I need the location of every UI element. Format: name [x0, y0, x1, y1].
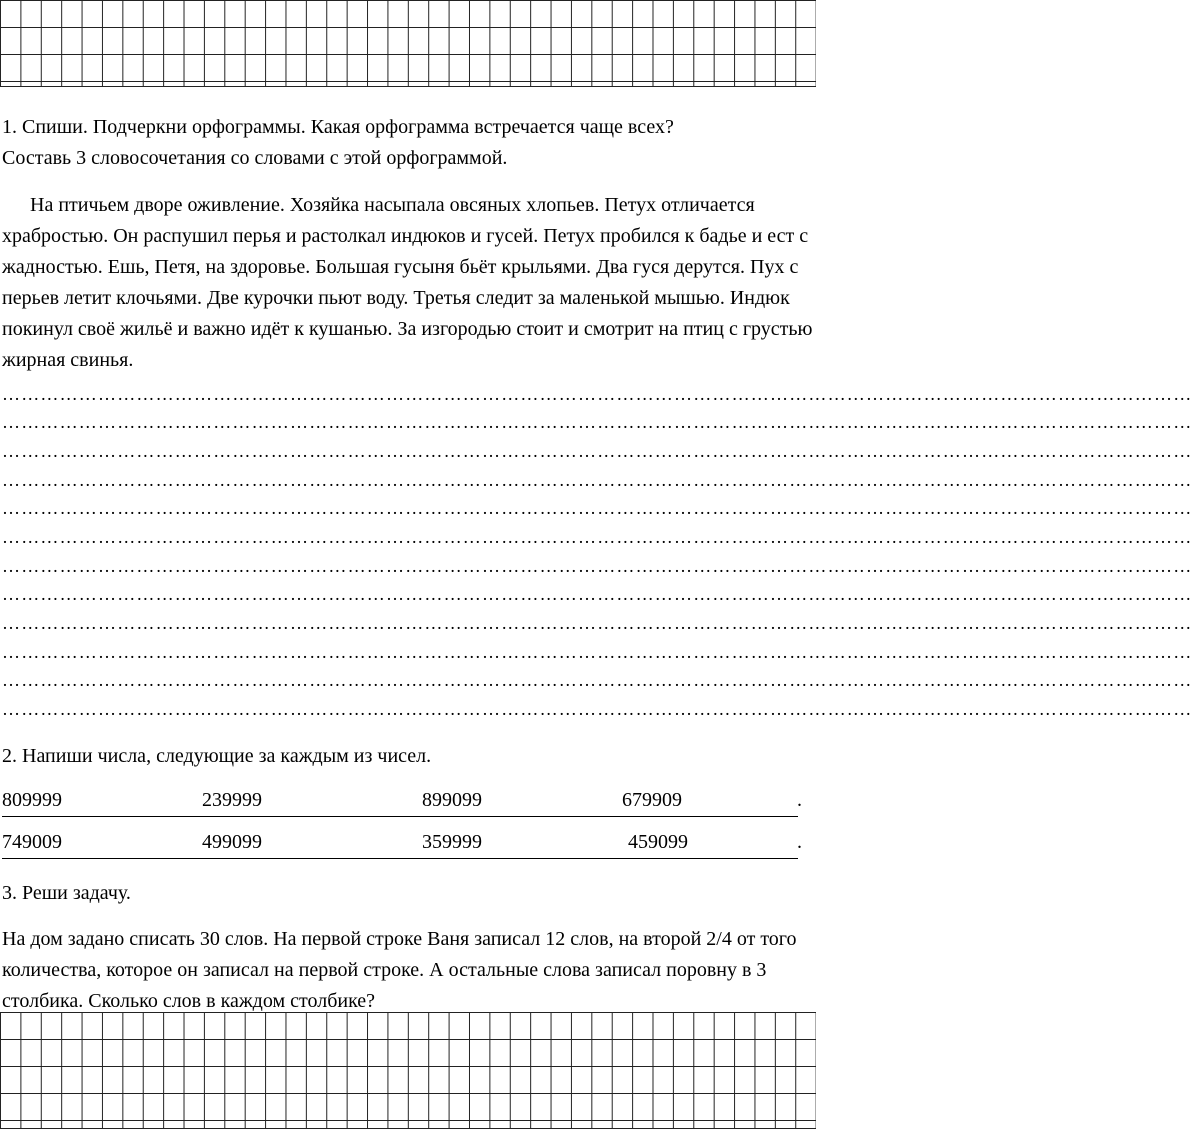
- answer-line: ……………………………………………………………………………………………………………………………………………………………………: [2, 642, 1192, 662]
- answer-line: ……………………………………………………………………………………………………………………………………………………………………: [2, 441, 1192, 461]
- answer-line: ……………………………………………………………………………………………………………………………………………………………………: [2, 412, 1192, 432]
- numbers-row-1: [2, 788, 802, 817]
- grid-bottom: [0, 1012, 816, 1129]
- numbers-row-2: [2, 830, 802, 859]
- number: 499099: [202, 831, 262, 853]
- task2-heading: 2. Напиши числа, следующие за каждым из чисел.: [2, 745, 432, 767]
- answer-line: ……………………………………………………………………………………………………………………………………………………………………: [2, 613, 1192, 633]
- task1-heading-line1: 1. Спиши. Подчеркни орфограммы. Какая орфограмма встречается чаще всех?: [2, 116, 674, 138]
- answer-line: ……………………………………………………………………………………………………………………………………………………………………: [2, 527, 1192, 547]
- task3-heading: 3. Реши задачу.: [2, 882, 131, 904]
- grid-top: [0, 0, 816, 87]
- task1-paragraph: На птичьем дворе оживление. Хозяйка насыпала овсяных хлопьев. Петух отличается храбростью. Он распушил перья и растолкал индюков и гусей. Петух пробился к бадье и ест с жадностью. Ешь, Петя, на здоровье. Большая гусыня бьёт крыльями. Два гуся дерутся. Пух с перьев летит клочьями. Две курочки пьют воду. Третья следит за маленькой мышью. Индюк покинул своё жильё и важно идёт к кушанью. За изгородью стоит и смотрит на птиц с грустью жирная свинья.: [2, 194, 813, 371]
- number: 679909: [622, 789, 682, 811]
- answer-line: ……………………………………………………………………………………………………………………………………………………………………: [2, 384, 1192, 404]
- answer-line: ……………………………………………………………………………………………………………………………………………………………………: [2, 670, 1192, 690]
- number: 809999: [2, 789, 62, 811]
- task3-problem: На дом задано списать 30 слов. На первой строке Ваня записал 12 слов, на второй 2/4 от того количества, которое он записал на первой строке. А остальные слова записал поровну в 3 столбика. Сколько слов в каждом столбике?: [2, 928, 797, 1012]
- row-end-dot: .: [797, 831, 802, 853]
- number: 899099: [422, 789, 482, 811]
- number: 459099: [628, 831, 688, 853]
- number: 239999: [202, 789, 262, 811]
- number: 749009: [2, 831, 62, 853]
- answer-line: ……………………………………………………………………………………………………………………………………………………………………: [2, 498, 1192, 518]
- answer-line: ……………………………………………………………………………………………………………………………………………………………………: [2, 699, 1192, 719]
- number: 359999: [422, 831, 482, 853]
- answer-line: ……………………………………………………………………………………………………………………………………………………………………: [2, 556, 1192, 576]
- answer-line: ……………………………………………………………………………………………………………………………………………………………………: [2, 470, 1192, 490]
- task1-heading-line2: Составь 3 словосочетания со словами с этой орфограммой.: [2, 147, 508, 169]
- task1-text: [2, 190, 814, 376]
- row-end-dot: .: [797, 789, 802, 811]
- answer-line: ……………………………………………………………………………………………………………………………………………………………………: [2, 584, 1192, 604]
